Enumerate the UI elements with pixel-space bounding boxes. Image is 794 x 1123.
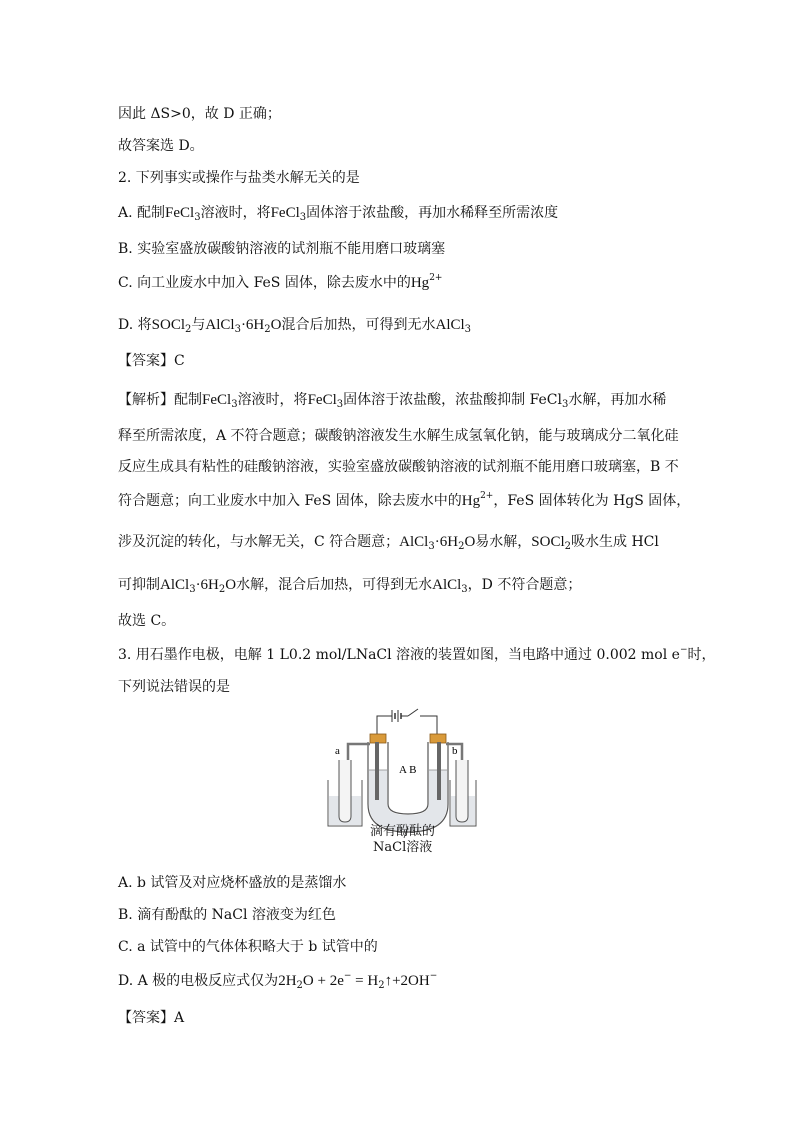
text-line: 因此 ΔS>0，故 D 正确；	[118, 106, 281, 122]
label-a: a	[335, 745, 340, 757]
electrode-b	[437, 742, 441, 800]
option-b: B. 实验室盛放碳酸钠溶液的试剂瓶不能用磨口玻璃塞	[118, 241, 446, 257]
option-d: D. A 极的电极反应式仅为$2H_2O + 2e^-$ = $H_2↑+2OH^-$	[118, 971, 438, 991]
final-answer: 故选 C。	[118, 613, 176, 629]
question-stem: 3. 用石墨作电极，电解 1 L0.2 mol/LNaCl 溶液的装置如图，当电路中通过 0.002 mol e−时，	[118, 645, 716, 663]
test-tube-b	[456, 760, 468, 822]
electrode-a	[375, 742, 379, 800]
option-b: B. 滴有酚酞的 NaCl 溶液变为红色	[118, 907, 336, 923]
option-c: C. a 试管中的气体体积略大于 b 试管中的	[118, 939, 378, 955]
explanation-line: 释至所需浓度，A 不符合题意；碳酸钠溶液发生水解生成氢氧化钠，能与玻璃成分二氧化硅	[118, 428, 679, 444]
switch-icon	[408, 709, 418, 716]
figure-caption: 滴有酚酞的	[370, 824, 436, 839]
stopper-left	[370, 734, 386, 743]
explanation-line: 符合题意；向工业废水中加入 FeS 固体，除去废水中的$Hg^{2+}$，FeS 固体转化为 HgS 固体，	[118, 491, 691, 509]
stopper-right	[430, 734, 446, 743]
figure-caption: NaCl溶液	[373, 840, 433, 855]
question-stem: 2. 下列事实或操作与盐类水解无关的是	[118, 170, 360, 186]
option-d: D. 将SOCl$_2$与$AlCl_3\cdot 6H_2O$混合后加热，可得到无水AlCl$_3$	[118, 317, 472, 335]
wire	[377, 716, 392, 736]
label-b: b	[452, 745, 458, 757]
explanation-line: 反应生成具有粘性的硅酸钠溶液，实验室盛放碳酸钠溶液的试剂瓶不能用磨口玻璃塞，B 不	[118, 459, 679, 475]
explanation-line: 【解析】配制FeCl$_3$溶液时，将FeCl$_3$固体溶于浓盐酸，浓盐酸抑制 FeCl$_3$水解，再加水稀	[118, 392, 667, 410]
label-ab: A B	[399, 764, 417, 776]
question-stem: 下列说法错误的是	[118, 679, 230, 695]
option-a: A. b 试管及对应烧杯盛放的是蒸馏水	[118, 875, 347, 891]
option-a: A. 配制FeCl$_3$溶液时，将FeCl$_3$固体溶于浓盐酸，再加水稀释至所需浓度	[118, 205, 559, 223]
option-c: C. 向工业废水中加入 FeS 固体，除去废水中的$Hg^{2+}$	[118, 273, 443, 291]
explanation-line: 可抑制$AlCl_3\cdot 6H_2O$水解，混合后加热，可得到无水AlCl$_3$，D 不符合题意；	[118, 577, 582, 595]
text-line: 故答案选 D。	[118, 138, 204, 154]
explanation-line: 涉及沉淀的转化，与水解无关，C 符合题意；$AlCl_3\cdot 6H_2O$易水解，SOCl$_2$吸水生成 HCl	[118, 534, 659, 552]
test-tube-a	[339, 760, 351, 822]
answer: 【答案】C	[118, 353, 185, 369]
answer: 【答案】A	[118, 1010, 185, 1026]
